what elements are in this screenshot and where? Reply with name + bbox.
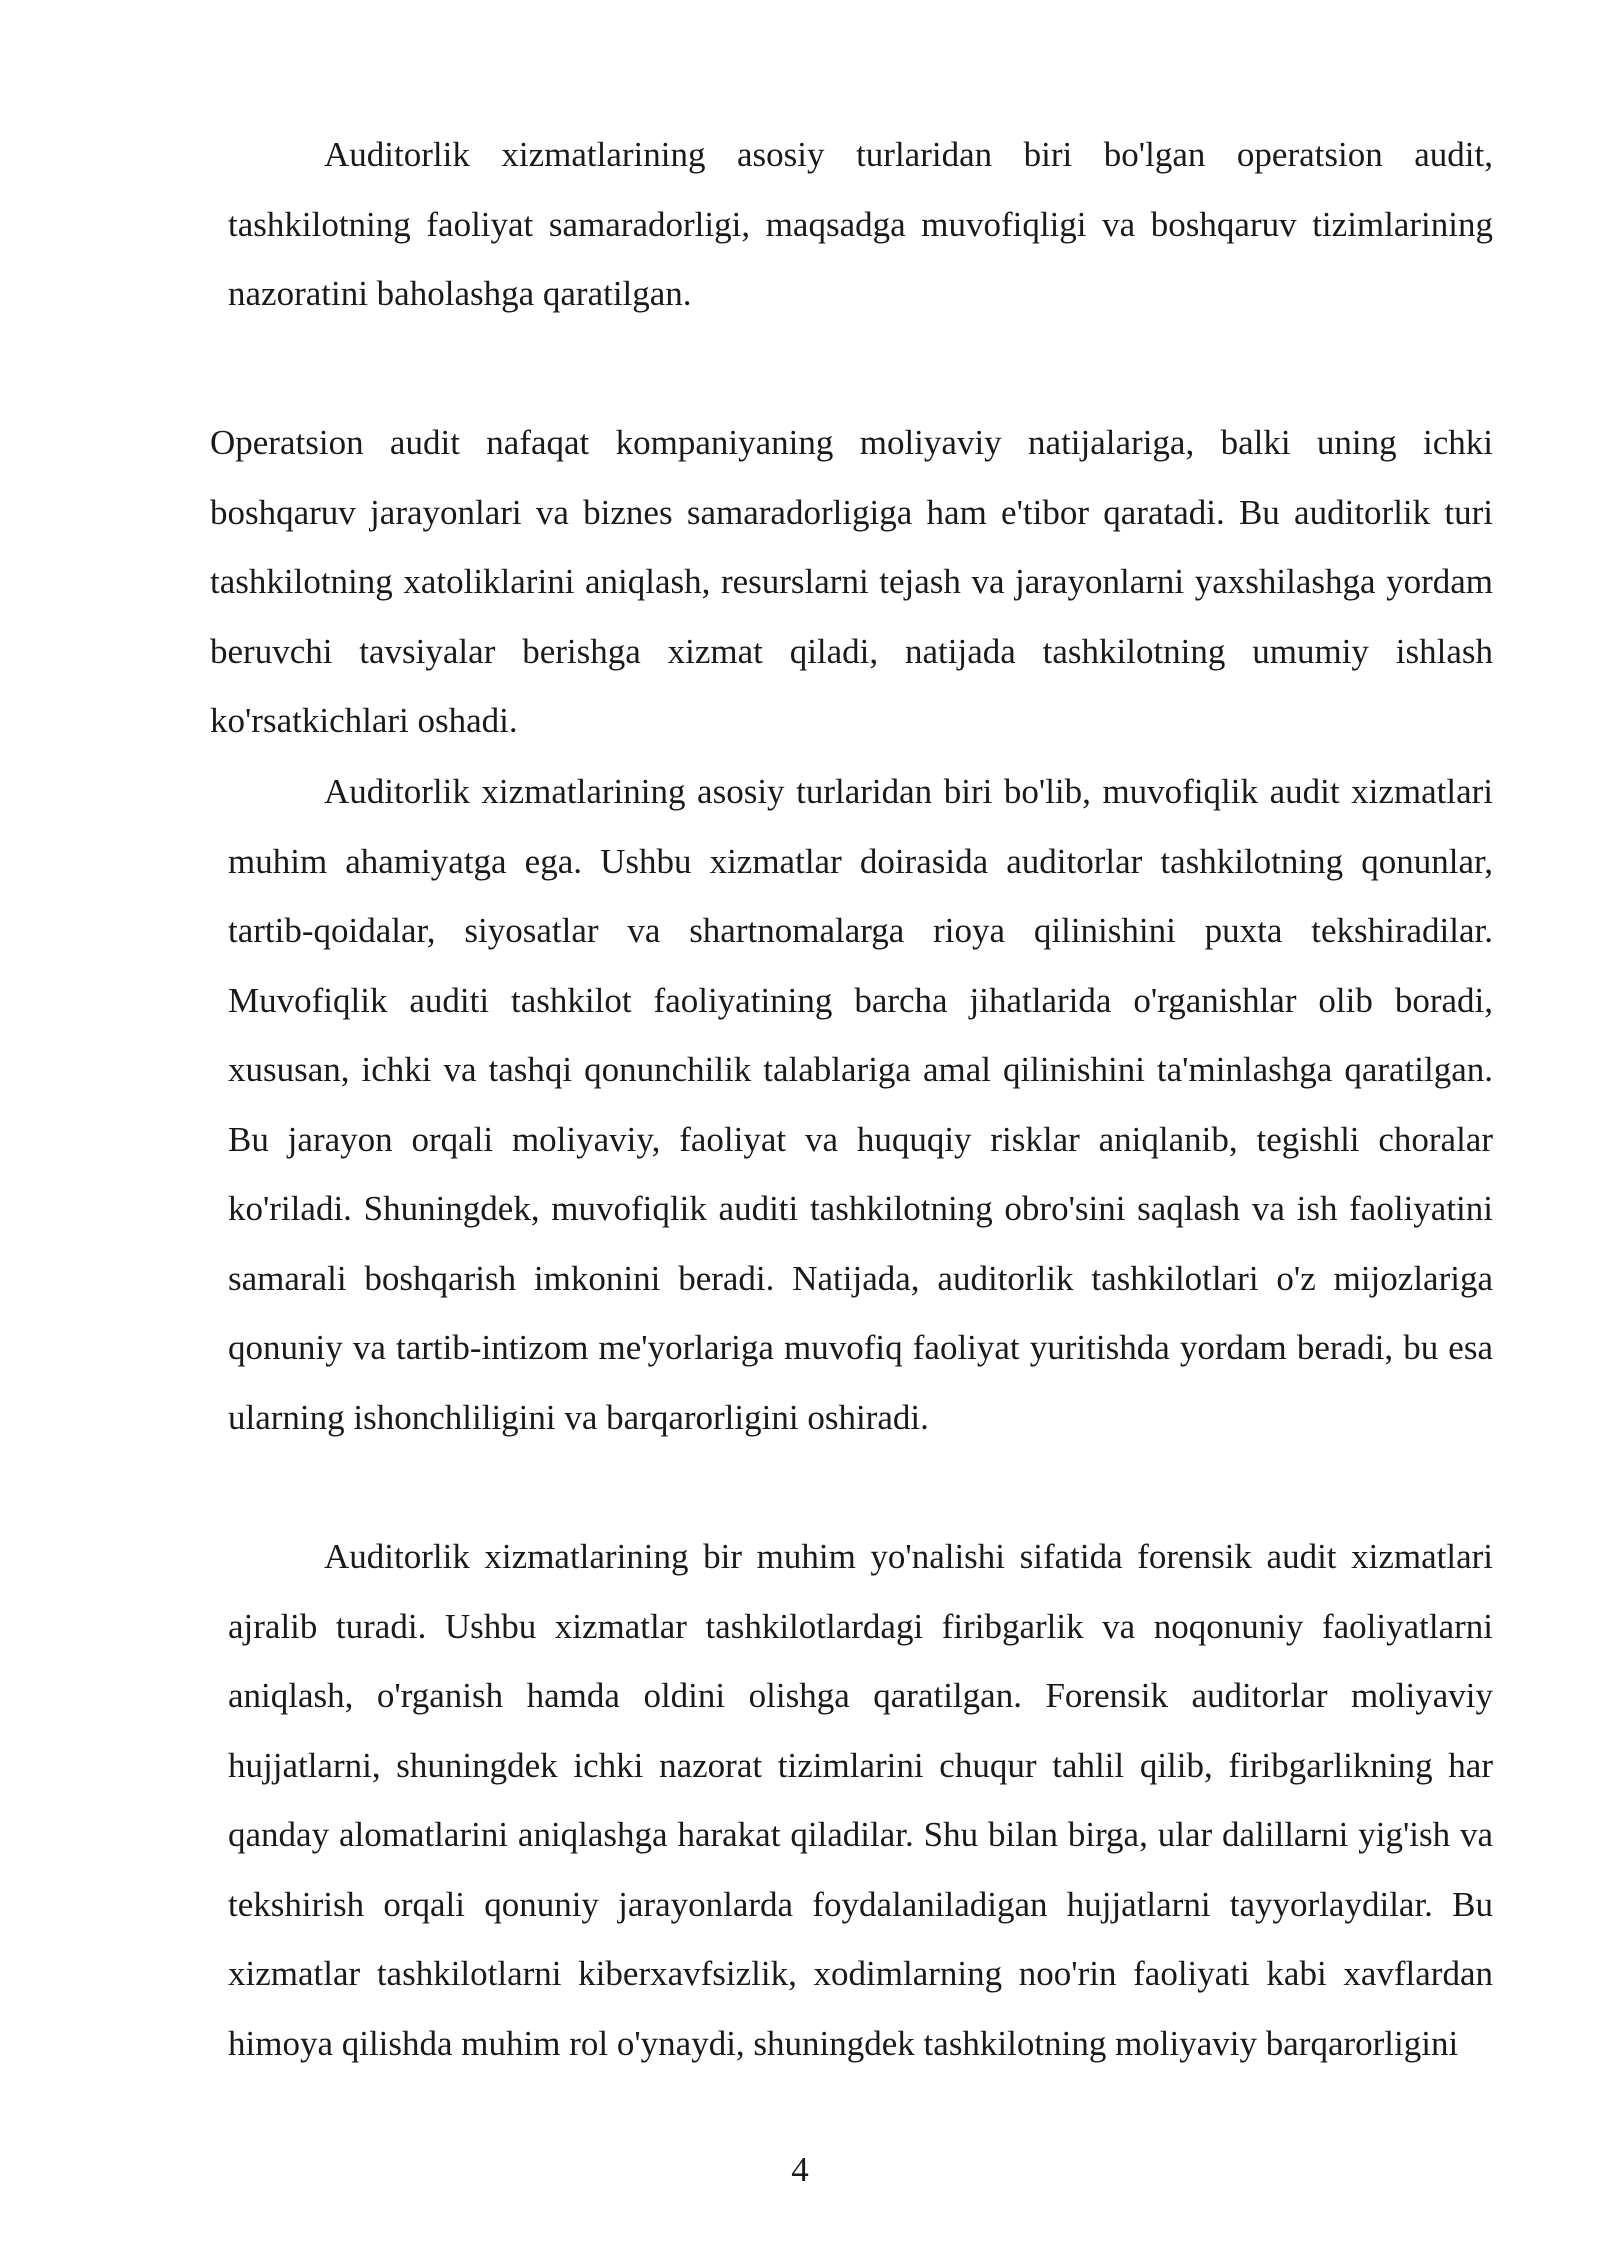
page-number: 4 bbox=[791, 2150, 809, 2189]
paragraph-forensic-audit: Auditorlik xizmatlarining bir muhim yo'nalishi sifatida forensik audit xizmatlari ajralib turadi. Ushbu xizmatlar tashkilotlardagi firibgarlik va noqonuniy faoliyatlarni aniqlash, o'rganish hamda oldini olishga qaratilgan. Forensik auditorlar moliyaviy hujjatlarni, shuningdek ichki nazorat tizimlarini chuqur tahlil qilib, firibgarlikning har qanday alomatlarini aniqlashga harakat qiladilar. Shu bilan birga, ular dalillarni yig'ish va tekshirish orqali qonuniy jarayonlarda foydalaniladigan hujjatlarni tayyorlaydilar. Bu xizmatlar tashkilotlarni kiberxavfsizlik, xodimlarning noo'rin faoliyati kabi xavflardan himoya qilishda muhim rol o'ynaydi, shuningdek tashkilotning moliyaviy barqarorligini bbox=[228, 1537, 1493, 2063]
paragraph-operational-audit: Auditorlik xizmatlarining asosiy turlaridan biri bo'lgan operatsion audit, tashkilotning faoliyat samaradorligi, maqsadga muvofiqligi va boshqaruv tizimlarining nazoratini baholashga qaratilgan. bbox=[228, 135, 1493, 313]
paragraph-compliance-audit: Auditorlik xizmatlarining asosiy turlaridan biri bo'lib, muvofiqlik audit xizmatlari muhim ahamiyatga ega. Ushbu xizmatlar doirasida auditorlar tashkilotning qonunlar, tartib-qoidalar, siyosatlar va shartnomalarga rioya qilinishini puxta tekshiradilar. Muvofiqlik auditi tashkilot faoliyatining barcha jihatlarida o'rganishlar olib boradi, xususan, ichki va tashqi qonunchilik talablariga amal qilinishini ta'minlashga qaratilgan. Bu jarayon orqali moliyaviy, faoliyat va huquqiy risklar aniqlanib, tegishli choralar ko'riladi. Shuningdek, muvofiqlik auditi tashkilotning obro'sini saqlash va ish faoliyatini samarali boshqarish imkonini beradi. Natijada, auditorlik tashkilotlari o'z mijozlariga qonuniy va tartib-intizom me'yorlariga muvofiq faoliyat yuritishda yordam beradi, bu esa ularning ishonchliligini va barqarorligini oshiradi. bbox=[228, 772, 1493, 1437]
paragraph-operational-audit-details: Operatsion audit nafaqat kompaniyaning moliyaviy natijalariga, balki uning ichki boshqaruv jarayonlari va biznes samaradorligiga ham e'tibor qaratadi. Bu auditorlik turi tashkilotning xatoliklarini aniqlash, resurslarni tejash va jarayonlarni yaxshilashga yordam beruvchi tavsiyalar berishga xizmat qiladi, natijada tashkilotning umumiy ishlash ko'rsatkichlari oshadi. bbox=[210, 423, 1493, 740]
